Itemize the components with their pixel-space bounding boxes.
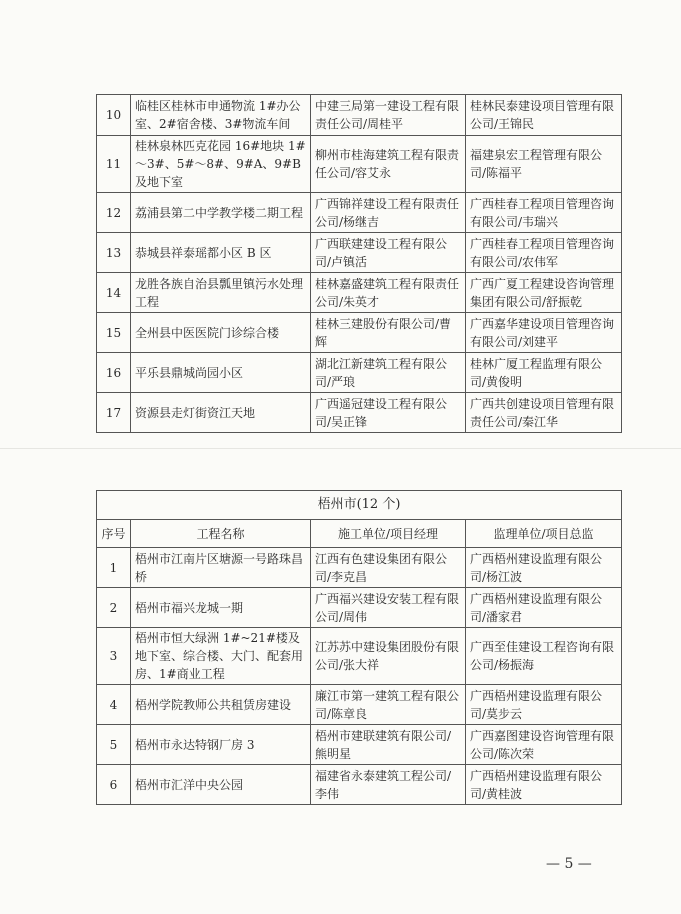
cell-supervisor: 广西广夏工程建设咨询管理集团有限公司/舒振乾 (466, 273, 622, 313)
cell-contractor: 广西福兴建设安装工程有限公司/周伟 (311, 588, 466, 628)
cell-no: 3 (97, 628, 131, 685)
header-contractor: 施工单位/项目经理 (311, 520, 466, 548)
table-row (97, 273, 622, 313)
cell-project: 梧州市永达特钢厂房 3 (131, 725, 311, 765)
cell-supervisor: 桂林民泰建设项目管理有限公司/王锦民 (466, 95, 622, 136)
cell-no: 6 (97, 765, 131, 805)
project-table-continued (96, 94, 622, 433)
page-number: — 5 — (546, 856, 592, 872)
cell-supervisor: 广西桂春工程项目管理咨询有限公司/农伟军 (466, 233, 622, 273)
cell-supervisor: 桂林广厦工程监理有限公司/黄俊明 (466, 353, 622, 393)
cell-project: 荔浦县第二中学教学楼二期工程 (131, 193, 311, 233)
cell-no: 5 (97, 725, 131, 765)
table-row (97, 313, 622, 353)
cell-supervisor: 广西梧州建设监理有限公司/杨江波 (466, 548, 622, 588)
cell-contractor: 梧州市建联建筑有限公司/熊明星 (311, 725, 466, 765)
cell-contractor: 广西锦祥建设工程有限责任公司/杨继吉 (311, 193, 466, 233)
cell-no: 2 (97, 588, 131, 628)
cell-project: 平乐县鼎城尚园小区 (131, 353, 311, 393)
header-no: 序号 (97, 520, 131, 548)
cell-supervisor: 福建泉宏工程管理有限公司/陈福平 (466, 136, 622, 193)
table-row (97, 193, 622, 233)
wuzhou-project-table (96, 490, 622, 805)
cell-no: 4 (97, 685, 131, 725)
cell-contractor: 桂林嘉盛建筑工程有限责任公司/朱英才 (311, 273, 466, 313)
cell-no: 15 (97, 313, 131, 353)
cell-supervisor: 广西桂春工程项目管理咨询有限公司/韦瑞兴 (466, 193, 622, 233)
cell-project: 龙胜各族自治县瓢里镇污水处理工程 (131, 273, 311, 313)
cell-supervisor: 广西嘉图建设咨询管理有限公司/陈次荣 (466, 725, 622, 765)
table-row (97, 725, 622, 765)
cell-no: 10 (97, 95, 131, 136)
cell-supervisor: 广西梧州建设监理有限公司/莫步云 (466, 685, 622, 725)
cell-contractor: 湖北江新建筑工程有限公司/严琅 (311, 353, 466, 393)
cell-project: 梧州学院教师公共租赁房建设 (131, 685, 311, 725)
table-row (97, 233, 622, 273)
cell-project: 临桂区桂林市申通物流 1#办公室、2#宿舍楼、3#物流车间 (131, 95, 311, 136)
cell-contractor: 江西有色建设集团有限公司/李克昌 (311, 548, 466, 588)
cell-project: 资源县走灯街资江天地 (131, 393, 311, 433)
cell-project: 桂林泉林匹克花园 16#地块 1#～3#、5#～8#、9#A、9#B 及地下室 (131, 136, 311, 193)
cell-project: 梧州市恒大绿洲 1#~21#楼及地下室、综合楼、大门、配套用房、1#商业工程 (131, 628, 311, 685)
cell-supervisor: 广西嘉华建设项目管理咨询有限公司/刘建平 (466, 313, 622, 353)
cell-contractor: 廉江市第一建筑工程有限公司/陈章良 (311, 685, 466, 725)
table-row (97, 95, 622, 136)
table-row (97, 588, 622, 628)
table-row (97, 393, 622, 433)
cell-supervisor: 广西梧州建设监理有限公司/潘家君 (466, 588, 622, 628)
cell-contractor: 广西联建建设工程有限公司/卢镇活 (311, 233, 466, 273)
cell-contractor: 桂林三建股份有限公司/曹辉 (311, 313, 466, 353)
cell-supervisor: 广西至佳建设工程咨询有限公司/杨振海 (466, 628, 622, 685)
cell-no: 11 (97, 136, 131, 193)
cell-contractor: 中建三局第一建设工程有限责任公司/周桂平 (311, 95, 466, 136)
cell-project: 恭城县祥泰瑶都小区 B 区 (131, 233, 311, 273)
cell-project: 全州县中医医院门诊综合楼 (131, 313, 311, 353)
cell-project: 梧州市江南片区塘源一号路珠昌桥 (131, 548, 311, 588)
cell-contractor: 广西遥冠建设工程有限公司/吴正锋 (311, 393, 466, 433)
table-row (97, 628, 622, 685)
cell-no: 17 (97, 393, 131, 433)
table-row (97, 353, 622, 393)
page-fold-line (0, 448, 681, 449)
city-title: 梧州市(12 个) (97, 491, 622, 520)
cell-no: 12 (97, 193, 131, 233)
cell-project: 梧州市福兴龙城一期 (131, 588, 311, 628)
cell-supervisor: 广西共创建设项目管理有限责任公司/秦江华 (466, 393, 622, 433)
table-row (97, 136, 622, 193)
cell-no: 14 (97, 273, 131, 313)
cell-no: 16 (97, 353, 131, 393)
cell-no: 1 (97, 548, 131, 588)
cell-contractor: 柳州市桂海建筑工程有限责任公司/容艾永 (311, 136, 466, 193)
cell-no: 13 (97, 233, 131, 273)
cell-contractor: 江苏苏中建设集团股份有限公司/张大祥 (311, 628, 466, 685)
cell-contractor: 福建省永泰建筑工程公司/李伟 (311, 765, 466, 805)
cell-project: 梧州市汇洋中央公园 (131, 765, 311, 805)
header-project: 工程名称 (131, 520, 311, 548)
table-row (97, 765, 622, 805)
table-row (97, 685, 622, 725)
table-row (97, 548, 622, 588)
header-supervisor: 监理单位/项目总监 (466, 520, 622, 548)
cell-supervisor: 广西梧州建设监理有限公司/黄桂波 (466, 765, 622, 805)
